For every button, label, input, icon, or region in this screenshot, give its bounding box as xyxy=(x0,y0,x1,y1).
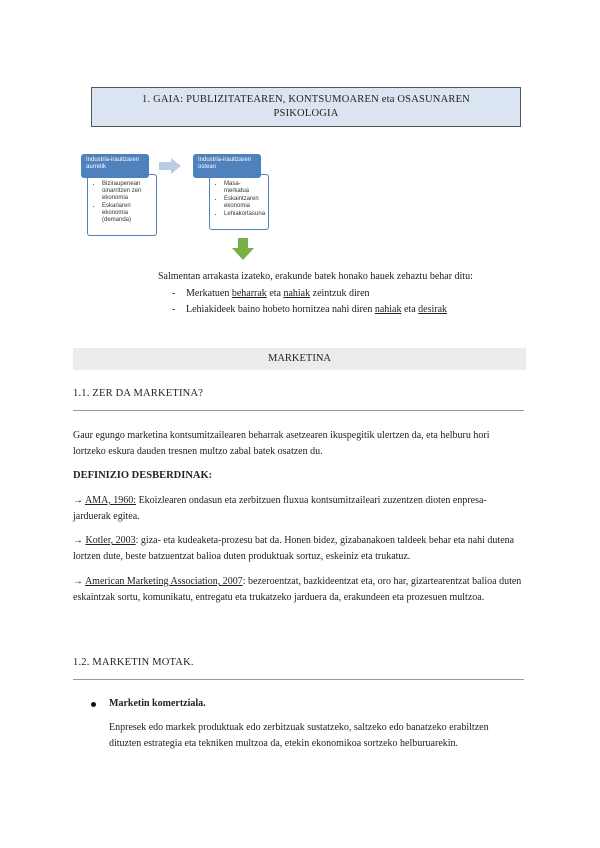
definition-text: : bezeroentzat, bazkideentzat eta, oro har, gizartearentzat balioa duten eskaintzak sortu, komunikatu, entregatu eta trukatzeko jarduera da, erakundeen eta prozesuen multzoa. xyxy=(73,576,522,603)
heading-divider xyxy=(73,410,524,411)
list-text: Merkatuen xyxy=(186,288,232,299)
diagram-right-body xyxy=(209,174,269,230)
underlined-term: desirak xyxy=(418,304,448,315)
diagram-right-item: • Lehiakortasuna xyxy=(224,211,264,218)
section-1-1-heading: 1.1. ZER DA MARKETINA? xyxy=(73,388,204,399)
list-text: eta xyxy=(401,304,419,315)
definition-item xyxy=(73,493,523,525)
list-text: zeintzuk diren xyxy=(310,288,370,299)
list-text: Lehiakideek baino hobeto hornitzea nahi diren xyxy=(186,304,375,315)
bullet-dot-icon xyxy=(91,702,96,707)
section-1-2-heading: 1.2. MARKETIN MOTAK. xyxy=(73,657,194,668)
diagram-left-header: Industria-iraultzaren aurretik xyxy=(81,154,149,178)
intro-list-item xyxy=(172,286,447,302)
list-text: eta xyxy=(266,288,284,299)
list-dash: - xyxy=(172,288,176,299)
bullet-title: Marketin komertziala. xyxy=(109,698,206,709)
document-title-box xyxy=(91,87,521,127)
definition-source: American Marketing Association, 2007 xyxy=(84,576,243,587)
arrow-glyph: → xyxy=(73,576,85,587)
arrow-right-icon xyxy=(159,158,181,174)
intro-text: Salmentan arrakasta izateko, erakunde batek honako hauek zehaztu behar ditu: xyxy=(158,271,473,282)
definition-source: Kotler, 2003 xyxy=(85,535,136,546)
arrow-glyph: → xyxy=(73,535,86,546)
bullet-text: Enpresek edo markek produktuak edo zerbitzuak sustatzeko, saltzeko edo banatzeko erabiltzen dituzten estrategia eta tekniken multzoa da, etekin ekonomikoa sortzeko helburuarekin. xyxy=(109,722,489,749)
diagram-left-body xyxy=(87,174,157,236)
diagram-right-header: Industria-iraultzaren ostean xyxy=(193,154,261,178)
arrow-glyph: → xyxy=(73,495,85,506)
definition-text: Ekoizlearen ondasun eta zerbitzuen fluxua kontsumitzaileari zuzentzen dioten enpresa-jarduerak egitea. xyxy=(73,495,487,522)
definition-source: AMA, 1960: xyxy=(84,495,137,506)
diagram-right-item: • Masa-merkatua xyxy=(224,181,264,195)
definitions-heading: DEFINIZIO DESBERDINAK: xyxy=(73,470,213,481)
definition-text: : giza- eta kudeaketa-prozesu bat da. Honen bidez, gizabanakoen taldeek behar eta nahi dutena lortzen dute, beste batzuentzat balioa duten produktuak sortuz, eskeiniz eta trukatuz. xyxy=(73,535,515,562)
diagram-left-item: • Eskariaren ekonomia (demanda) xyxy=(102,203,152,224)
title-line-2: PSIKOLOGIA xyxy=(273,108,339,119)
definition-item xyxy=(73,574,523,606)
underlined-term: nahiak xyxy=(283,288,311,299)
title-line-1: 1. GAIA: PUBLIZITATEAREN, KONTSUMOAREN eta OSASUNAREN xyxy=(142,94,470,105)
underlined-term: beharrak xyxy=(231,288,267,299)
diagram-left-item: • Biziraupenean oinarritzen zen ekonomia xyxy=(102,181,152,202)
heading-divider xyxy=(73,679,524,680)
history-diagram xyxy=(81,152,271,262)
arrow-down-icon xyxy=(232,238,254,260)
intro-list-item xyxy=(172,302,447,318)
list-dash: - xyxy=(172,304,176,315)
underlined-term: nahiak xyxy=(374,304,402,315)
section-title-bar: MARKETINA xyxy=(73,348,526,370)
section-1-1-paragraph: Gaur egungo marketina kontsumitzailearen beharrak asetzearen ikuspegitik ulertzen da, eta helburu hori lortzeko eskura dauden tresnen multzo zabal batek osatzen du. xyxy=(73,430,490,457)
intro-list xyxy=(172,286,447,318)
definition-item xyxy=(73,533,523,565)
diagram-right-item: • Eskaintzaren ekonomia xyxy=(224,196,264,210)
